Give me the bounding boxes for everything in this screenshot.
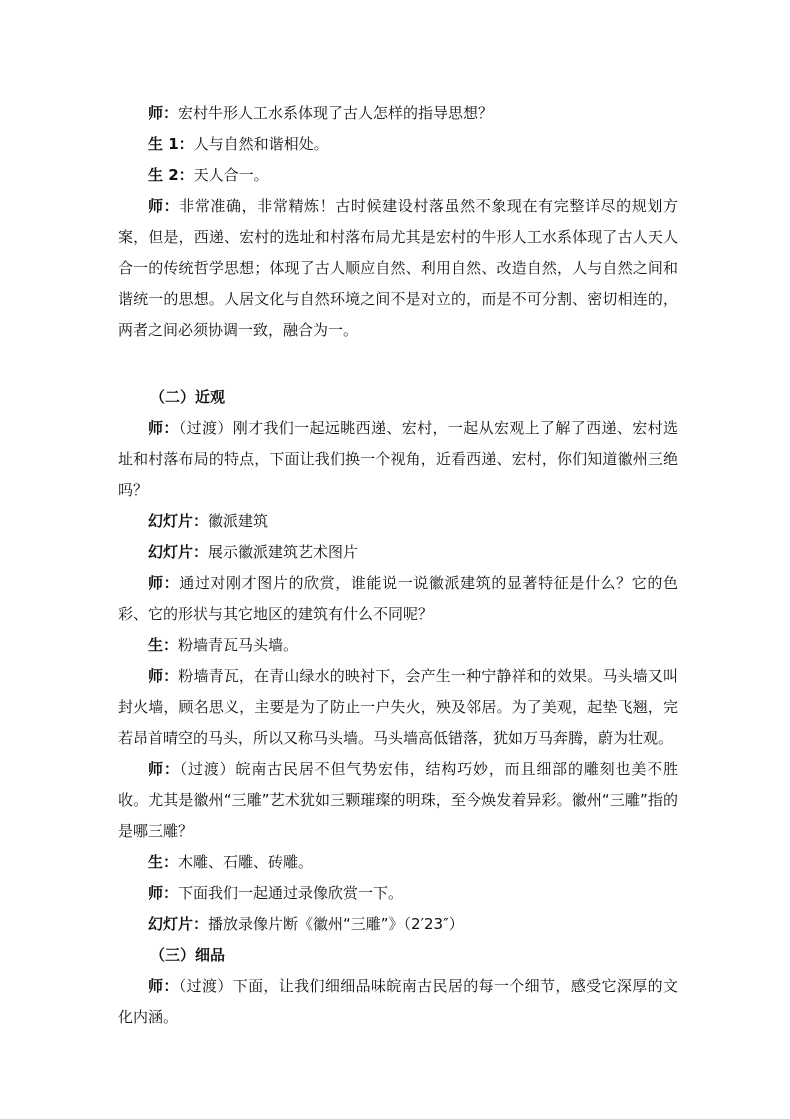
paragraph-teacher-question: [118, 98, 678, 129]
speaker-label: 师：: [148, 197, 180, 215]
paragraph-text: （过渡）刚才我们一起远眺西递、宏村，一起从宏观上了解了西递、宏村选址和村落布局的特点，下面让我们换一个视角，近看西递、宏村，你们知道徽州三绝吗？: [118, 419, 678, 499]
paragraph-text: 人与自然和谐相处。: [193, 135, 329, 153]
speaker-label: 幻灯片：: [148, 915, 209, 933]
speaker-label: 师：: [148, 977, 179, 995]
paragraph-teacher-transition-2: [118, 971, 678, 1033]
paragraph-text: 通过对刚才图片的欣赏，谁能说一说徽派建筑的显著特征是什么？它的色彩、它的形状与其它地区的建筑有什么不同呢？: [118, 574, 678, 623]
paragraph-student-2: [118, 160, 678, 191]
section-heading-detail: （三）细品: [150, 946, 226, 964]
paragraph-slide-1: [118, 506, 678, 537]
paragraph-teacher-horse-head-wall: [118, 661, 678, 754]
speaker-label: 生：: [148, 853, 179, 871]
paragraph-text: 非常准确，非常精炼！古时候建设村落虽然不象现在有完整详尽的规划方案，但是，西递、宏村的选址和村落布局尤其是宏村的牛形人工水系体现了古人天人合一的传统哲学思想；体现了古人顺应自然、利用自然、改造自然，人与自然之间和谐统一的思想。人居文化与自然环境之间不是对立的，而是不可分割、密切相连的，两者之间必须协调一致，融合为一。: [118, 197, 678, 339]
paragraph-teacher-three-carvings: [118, 754, 678, 847]
paragraph-text: 天人合一。: [193, 166, 269, 184]
speaker-label: 生 1：: [148, 135, 194, 153]
paragraph-text: 播放录像片断《徽州“三雕”》（2′23″）: [208, 915, 464, 933]
paragraph-text: 徽派建筑: [208, 512, 269, 530]
paragraph-text: 下面我们一起通过录像欣赏一下。: [178, 884, 404, 902]
paragraph-text: 展示徽派建筑艺术图片: [208, 543, 359, 561]
paragraph-teacher-features-question: [118, 568, 678, 630]
speaker-label: 师：: [148, 760, 180, 778]
paragraph-student-answer-walls: [118, 630, 678, 661]
paragraph-student-1: [118, 129, 678, 160]
speaker-label: 幻灯片：: [148, 512, 209, 530]
speaker-label: 师：: [148, 104, 179, 122]
section-heading-close-view: （二）近观: [150, 388, 226, 406]
paragraph-teacher-transition-1: [118, 413, 678, 506]
speaker-label: 师：: [148, 574, 180, 592]
paragraph-text: 粉墙青瓦马头墙。: [178, 636, 299, 654]
paragraph-text: 宏村牛形人工水系体现了古人怎样的指导思想？: [178, 104, 494, 122]
speaker-label: 生：: [148, 636, 179, 654]
paragraph-slide-2: [118, 537, 678, 568]
speaker-label: 幻灯片：: [148, 543, 209, 561]
speaker-label: 师：: [148, 667, 179, 685]
section-gap: [118, 346, 678, 382]
document-page: [118, 98, 678, 1033]
speaker-label: 师：: [148, 419, 179, 437]
paragraph-slide-video: [118, 909, 678, 940]
paragraph-teacher-summary: [118, 191, 678, 346]
paragraph-student-answer-carvings: [118, 847, 678, 878]
paragraph-text: 木雕、石雕、砖雕。: [178, 853, 314, 871]
paragraph-teacher-video-intro: [118, 878, 678, 909]
speaker-label: 生 2：: [148, 166, 194, 184]
paragraph-text: 粉墙青瓦，在青山绿水的映衬下，会产生一种宁静祥和的效果。马头墙又叫封火墙，顾名思义，主要是为了防止一户失火，殃及邻居。为了美观，起垫飞翘，完若昂首晴空的马头，所以又称马头墙。马头墙高低错落，犹如万马奔腾，蔚为壮观。: [118, 667, 678, 747]
paragraph-text: （过渡）下面，让我们细细品味皖南古民居的每一个细节，感受它深厚的文化内涵。: [118, 977, 678, 1026]
speaker-label: 师：: [148, 884, 179, 902]
paragraph-text: （过渡）皖南古民居不但气势宏伟，结构巧妙，而且细部的雕刻也美不胜收。尤其是徽州“三雕”艺术犹如三颗璀璨的明珠，至今焕发着异彩。徽州“三雕”指的是哪三雕？: [118, 760, 678, 840]
